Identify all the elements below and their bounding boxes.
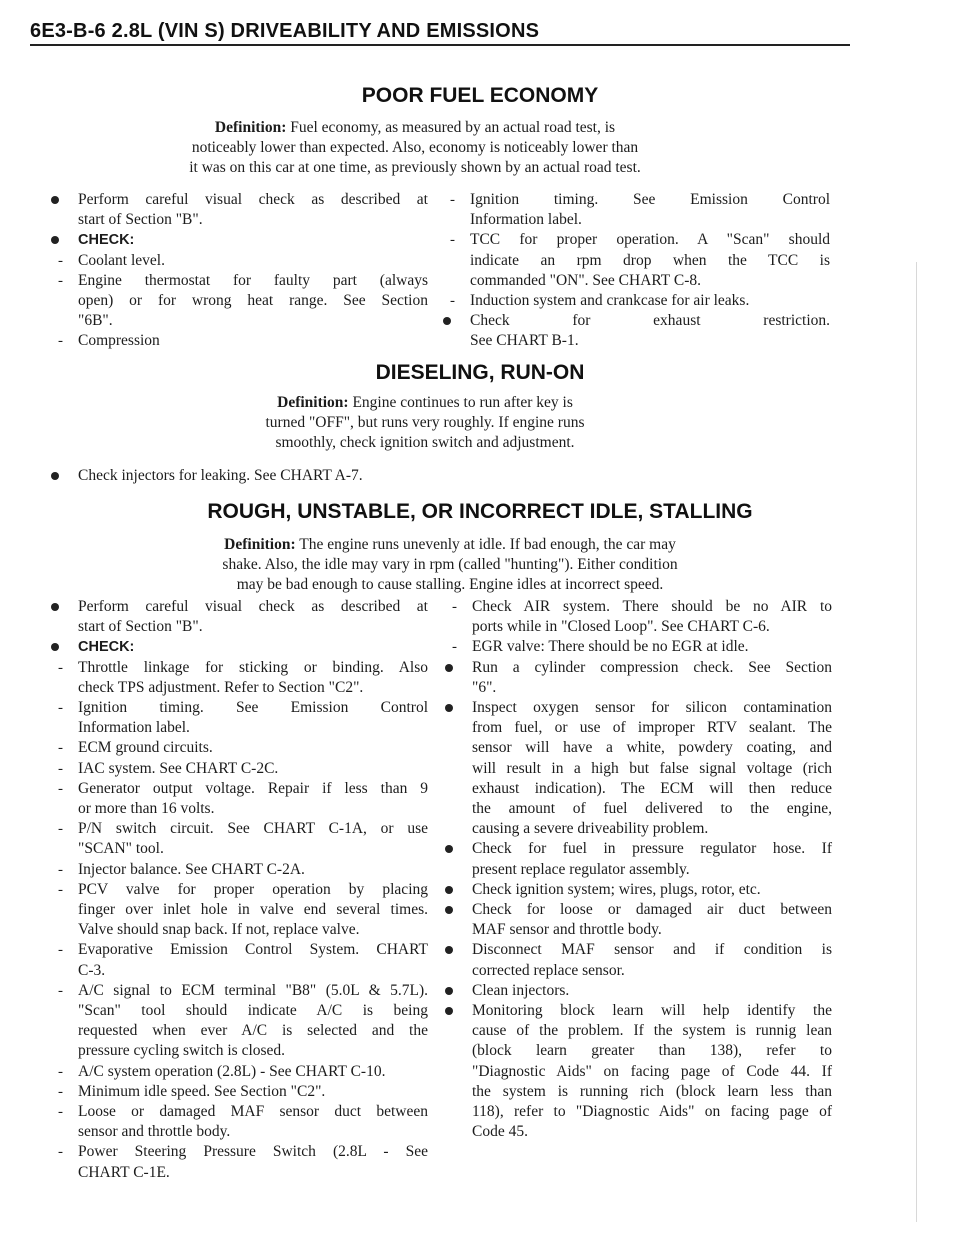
definition-line: [0, 433, 850, 453]
bullet-item: [48, 466, 548, 486]
bullet-item: [442, 1001, 832, 1142]
dash-marker-icon: -: [58, 1144, 63, 1161]
dash-marker-icon: -: [58, 821, 63, 838]
definition-label: Definition:: [224, 536, 296, 553]
definition-line: [0, 413, 850, 433]
item-text-line: will result in a high but false signal voltage (rich: [472, 759, 832, 777]
definition-text: noticeably lower than expected. Also, economy is noticeably lower than: [191, 139, 639, 156]
definition-label: Definition:: [277, 394, 349, 411]
item-text-line: See CHART B-1.: [470, 332, 579, 350]
definition-text: may be bad enough to cause stalling. Engine idles at incorrect speed.: [236, 576, 664, 593]
item-text-line: TCC for proper operation. A "Scan" should: [470, 231, 830, 249]
item-text-line: "SCAN" tool.: [78, 840, 164, 858]
item-text-line: exhaust indication). The ECM will then reduce: [472, 779, 832, 797]
item-text-line: Information label.: [78, 719, 190, 737]
dash-marker-icon: -: [450, 232, 455, 249]
dash-item: [440, 190, 830, 230]
bullet-dot-icon: [445, 704, 453, 712]
bullet-dot-icon: [445, 1007, 453, 1015]
item-text-line: P/N switch circuit. See CHART C-1A, or use: [78, 820, 428, 838]
item-text-line: Code 45.: [472, 1123, 528, 1141]
item-text-line: "6".: [472, 678, 497, 696]
item-text-line: sensor and throttle body.: [78, 1123, 231, 1141]
item-text-line: "Scan" tool should indicate A/C is being: [78, 1002, 428, 1020]
definition-rough-idle: [0, 535, 900, 595]
dash-marker-icon: -: [58, 700, 63, 717]
item-text-line: A/C signal to ECM terminal "B8" (5.0L & 5.7L).: [78, 981, 428, 999]
item-text-line: indicate an rpm drop when the TCC is: [470, 251, 830, 269]
dash-marker-icon: -: [58, 659, 63, 676]
dash-item: [442, 637, 832, 657]
page-header: 6E3-B-6 2.8L (VIN S) DRIVEABILITY AND EMISSIONS: [30, 20, 540, 42]
item-text-line: Clean injectors.: [472, 981, 570, 999]
dash-marker-icon: -: [452, 639, 457, 656]
item-text-line: Perform careful visual check as described at: [78, 598, 428, 615]
definition-line: [0, 158, 830, 178]
item-text-line: Information label.: [470, 211, 582, 229]
item-text-line: Ignition timing. See Emission Control: [78, 699, 428, 717]
dash-marker-icon: -: [58, 881, 63, 898]
poor-fuel-left-column: [48, 190, 428, 352]
bullet-item: [48, 190, 428, 230]
definition-poor-fuel-economy: [0, 118, 830, 178]
item-text-line: or more than 16 volts.: [78, 800, 215, 818]
bullet-dot-icon: [445, 987, 453, 995]
dash-item: [48, 1082, 428, 1102]
item-text-line: "Diagnostic Aids" on facing page of Code 44. If: [472, 1062, 832, 1080]
definition-line: [0, 138, 830, 158]
definition-line: [0, 555, 900, 575]
item-text-line: Minimum idle speed. See Section "C2".: [78, 1082, 326, 1100]
bullet-item: [442, 658, 832, 698]
definition-text: The engine runs unevenly at idle. If bad enough, the car may: [299, 536, 676, 553]
definition-line: [0, 575, 900, 595]
item-text-line: Check ignition system; wires, plugs, rotor, etc.: [472, 880, 761, 898]
definition-text: it was on this car at one time, as previously shown by an actual road test.: [189, 159, 641, 176]
definition-dieseling: [0, 393, 850, 453]
bullet-dot-icon: [445, 946, 453, 954]
item-text-line: Disconnect MAF sensor and if condition is: [472, 941, 832, 959]
check-heading: CHECK:: [78, 232, 135, 249]
item-text-line: Power Steering Pressure Switch (2.8L - See: [78, 1143, 428, 1161]
item-text-line: Check injectors for leaking. See CHART A-7.: [78, 467, 363, 484]
dash-marker-icon: -: [58, 1083, 63, 1100]
item-text-line: present replace regulator assembly.: [472, 860, 690, 878]
item-text-line: Induction system and crankcase for air leaks.: [470, 292, 750, 310]
dash-item: [48, 779, 428, 819]
dash-marker-icon: -: [58, 272, 63, 289]
section-title-poor-fuel-economy: POOR FUEL ECONOMY: [361, 84, 599, 107]
dieseling-items: [48, 466, 548, 486]
dash-item: [48, 271, 428, 332]
check-heading: CHECK:: [78, 639, 135, 656]
item-text-line: "6B".: [78, 312, 113, 330]
dash-item: [48, 759, 428, 779]
bullet-item: [442, 880, 832, 900]
item-text-line: cause of the problem. If the system is runnig lean: [472, 1022, 832, 1040]
dash-item: [48, 819, 428, 859]
dash-item: [48, 331, 428, 351]
dash-item: [48, 698, 428, 738]
dash-marker-icon: -: [58, 740, 63, 757]
rough-idle-right-column: [442, 597, 832, 1142]
dash-item: [442, 597, 832, 637]
definition-line: [0, 118, 830, 138]
item-text-line: Valve should snap back. If not, replace valve.: [78, 921, 360, 939]
item-text-line: ports while in "Closed Loop". See CHART C-6.: [472, 618, 770, 636]
bullet-dot-icon: [51, 472, 59, 480]
dash-marker-icon: -: [58, 861, 63, 878]
item-text-line: check TPS adjustment. Refer to Section "C2".: [78, 678, 364, 696]
item-text-line: Inspect oxygen sensor for silicon contamination: [472, 699, 832, 717]
item-text-line: requested when ever A/C is selected and the: [78, 1022, 428, 1040]
item-text-line: open) or for wrong heat range. See Section: [78, 292, 428, 310]
item-text-line: Compression: [78, 332, 160, 350]
item-text-line: from fuel, or use of improper RTV sealant. The: [472, 719, 832, 737]
dash-marker-icon: -: [58, 1063, 63, 1080]
item-text-line: 118), refer to "Diagnostic Aids" on facing page of: [472, 1103, 832, 1121]
header-rule: [30, 44, 850, 46]
item-text-line: CHART C-1E.: [78, 1163, 170, 1181]
dash-marker-icon: -: [58, 1104, 63, 1121]
dash-marker-icon: -: [58, 982, 63, 999]
dash-marker-icon: -: [58, 252, 63, 269]
definition-text: smoothly, check ignition switch and adjustment.: [275, 434, 575, 451]
bullet-item: [440, 311, 830, 351]
dash-marker-icon: -: [58, 780, 63, 797]
item-text-line: the amount of fuel delivered to the engine,: [472, 800, 832, 818]
item-text-line: Check AIR system. There should be no AIR to: [472, 598, 832, 615]
item-text-line: MAF sensor and throttle body.: [472, 921, 662, 939]
bullet-dot-icon: [443, 317, 451, 325]
bullet-item: [48, 230, 428, 250]
bullet-item: [442, 839, 832, 879]
poor-fuel-right-column: [440, 190, 830, 352]
item-text-line: C-3.: [78, 961, 106, 979]
dash-item: [48, 658, 428, 698]
item-text-line: Perform careful visual check as described at: [78, 191, 428, 208]
bullet-dot-icon: [51, 196, 59, 204]
dash-item: [48, 940, 428, 980]
item-text-line: Engine thermostat for faulty part (always: [78, 271, 428, 289]
rough-idle-left-column: [48, 597, 428, 1183]
item-text-line: Coolant level.: [78, 251, 165, 269]
definition-label: Definition:: [214, 119, 287, 136]
dash-marker-icon: -: [58, 942, 63, 959]
dash-marker-icon: -: [450, 192, 455, 208]
item-text-line: Check for fuel in pressure regulator hose. If: [472, 840, 832, 858]
item-text-line: Throttle linkage for sticking or binding. Also: [78, 658, 428, 676]
item-text-line: causing a severe driveability problem.: [472, 820, 709, 838]
bullet-item: [442, 900, 832, 940]
definition-line: [0, 535, 900, 555]
section-title-dieseling: DIESELING, RUN-ON: [375, 361, 585, 384]
item-text-line: corrected replace sensor.: [472, 961, 625, 979]
bullet-dot-icon: [51, 643, 59, 651]
bullet-dot-icon: [51, 603, 59, 611]
item-text-line: commanded "ON". See CHART C-8.: [470, 271, 701, 289]
definition-text: turned "OFF", but runs very roughly. If engine runs: [265, 414, 585, 431]
bullet-item: [442, 981, 832, 1001]
definition-text: shake. Also, the idle may vary in rpm (called "hunting"). Either condition: [222, 556, 678, 573]
item-text-line: Injector balance. See CHART C-2A.: [78, 860, 305, 878]
item-text-line: Loose or damaged MAF sensor duct between: [78, 1103, 428, 1121]
dash-marker-icon: -: [452, 599, 457, 615]
section-title-rough-idle: ROUGH, UNSTABLE, OR INCORRECT IDLE, STALLING: [207, 500, 753, 523]
dash-item: [48, 1142, 428, 1182]
definition-text: Engine continues to run after key is: [352, 394, 573, 411]
item-text-line: Run a cylinder compression check. See Section: [472, 658, 832, 676]
item-text-line: ECM ground circuits.: [78, 739, 213, 757]
dash-item: [48, 738, 428, 758]
item-text-line: Monitoring block learn will help identify the: [472, 1002, 832, 1020]
bullet-dot-icon: [445, 845, 453, 853]
item-text-line: Check for exhaust restriction.: [470, 312, 830, 330]
item-text-line: Ignition timing. See Emission Control: [470, 191, 830, 208]
bullet-dot-icon: [445, 664, 453, 672]
dash-marker-icon: -: [450, 293, 455, 310]
bullet-dot-icon: [445, 886, 453, 894]
item-text-line: start of Section "B".: [78, 618, 203, 636]
dash-item: [48, 1062, 428, 1082]
item-text-line: pressure cycling switch is closed.: [78, 1042, 286, 1060]
item-text-line: sensor will have a white, powdery coating, and: [472, 739, 832, 757]
scan-edge-line: [916, 262, 917, 1222]
bullet-item: [48, 597, 428, 637]
item-text-line: the system is running rich (block learn less than: [472, 1082, 832, 1100]
item-text-line: Generator output voltage. Repair if less than 9: [78, 779, 428, 797]
bullet-item: [442, 698, 832, 839]
dash-marker-icon: -: [58, 760, 63, 777]
dash-item: [440, 230, 830, 291]
item-text-line: (block learn greater than 138), refer to: [472, 1042, 832, 1060]
dash-marker-icon: -: [58, 333, 63, 350]
item-text-line: PCV valve for proper operation by placing: [78, 880, 428, 898]
bullet-item: [48, 637, 428, 657]
bullet-dot-icon: [445, 906, 453, 914]
dash-item: [440, 291, 830, 311]
item-text-line: Check for loose or damaged air duct between: [472, 901, 832, 919]
item-text-line: Evaporative Emission Control System. CHART: [78, 941, 428, 959]
item-text-line: finger over inlet hole in valve end several times.: [78, 901, 428, 919]
item-text-line: start of Section "B".: [78, 211, 203, 229]
item-text-line: IAC system. See CHART C-2C.: [78, 759, 279, 777]
dash-item: [48, 251, 428, 271]
item-text-line: A/C system operation (2.8L) - See CHART C-10.: [78, 1062, 386, 1080]
dash-item: [48, 981, 428, 1062]
dash-item: [48, 880, 428, 941]
bullet-dot-icon: [51, 236, 59, 244]
item-text-line: EGR valve: There should be no EGR at idle.: [472, 638, 749, 656]
bullet-item: [442, 940, 832, 980]
dash-item: [48, 1102, 428, 1142]
definition-text: Fuel economy, as measured by an actual road test, is: [290, 119, 616, 136]
definition-line: [0, 393, 850, 413]
dash-item: [48, 860, 428, 880]
